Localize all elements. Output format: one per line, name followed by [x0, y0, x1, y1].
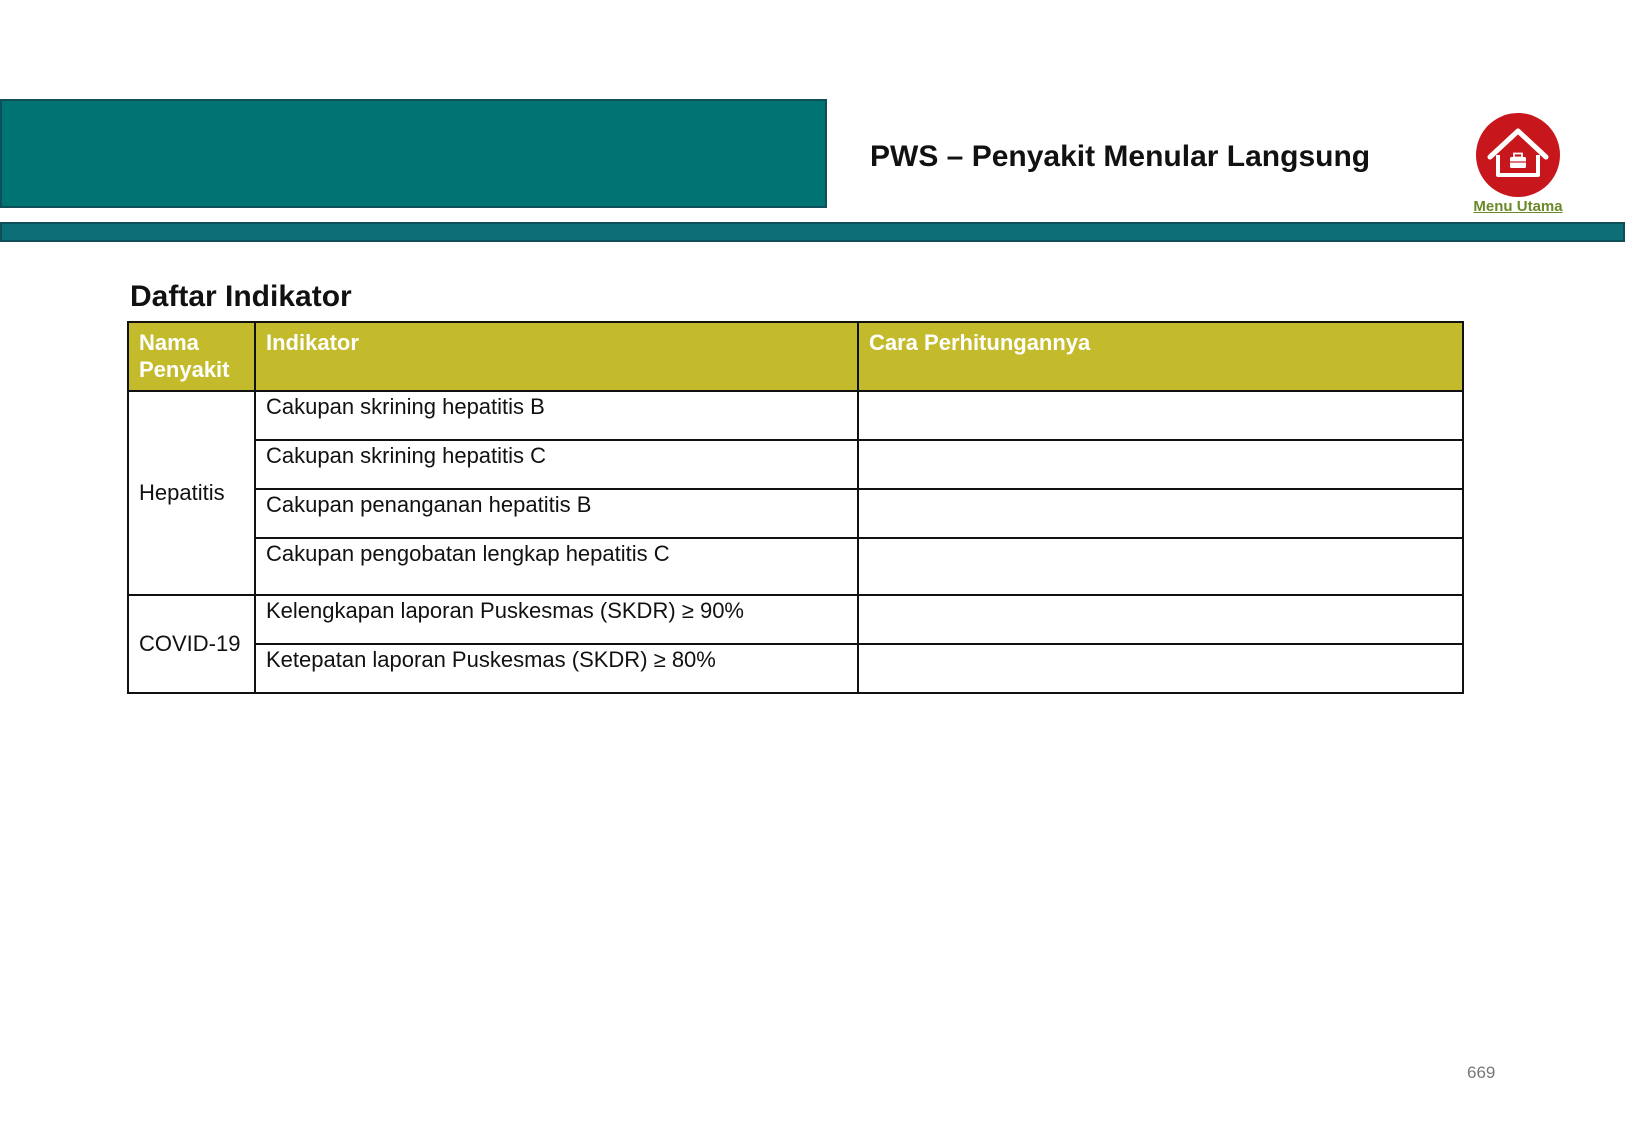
indicator-cell: Cakupan penanganan hepatitis B	[255, 489, 858, 538]
calculation-cell	[858, 644, 1463, 693]
section-title: Daftar Indikator	[130, 280, 352, 313]
calculation-cell	[858, 595, 1463, 644]
menu-utama-link[interactable]: Menu Utama	[1473, 198, 1563, 215]
disease-cell: COVID-19	[128, 595, 255, 693]
indicator-cell: Ketepatan laporan Puskesmas (SKDR) ≥ 80%	[255, 644, 858, 693]
indicator-cell: Kelengkapan laporan Puskesmas (SKDR) ≥ 90%	[255, 595, 858, 644]
table-row	[128, 595, 1463, 644]
calculation-cell	[858, 489, 1463, 538]
column-header-nama-penyakit: Nama Penyakit	[128, 322, 255, 391]
indicator-cell: Cakupan pengobatan lengkap hepatitis C	[255, 538, 858, 595]
indicator-cell: Cakupan skrining hepatitis C	[255, 440, 858, 489]
column-header-indikator: Indikator	[255, 322, 858, 391]
page-number: 669	[1467, 1063, 1496, 1082]
table-row	[128, 391, 1463, 440]
page-title: PWS – Penyakit Menular Langsung	[870, 140, 1371, 173]
calculation-cell	[858, 391, 1463, 440]
table-row	[128, 644, 1463, 693]
header-banner	[0, 99, 827, 208]
header-divider	[0, 222, 1625, 242]
column-header-cara-perhitungan: Cara Perhitungannya	[858, 322, 1463, 391]
table-row	[128, 440, 1463, 489]
table-header-row	[128, 322, 1463, 391]
calculation-cell	[858, 440, 1463, 489]
table-row	[128, 489, 1463, 538]
disease-cell: Hepatitis	[128, 391, 255, 595]
calculation-cell	[858, 538, 1463, 595]
indicator-cell: Cakupan skrining hepatitis B	[255, 391, 858, 440]
house-briefcase-icon[interactable]	[1476, 113, 1560, 197]
table-row	[128, 538, 1463, 595]
home-menu[interactable]	[1468, 110, 1568, 216]
indicator-table	[127, 321, 1464, 694]
